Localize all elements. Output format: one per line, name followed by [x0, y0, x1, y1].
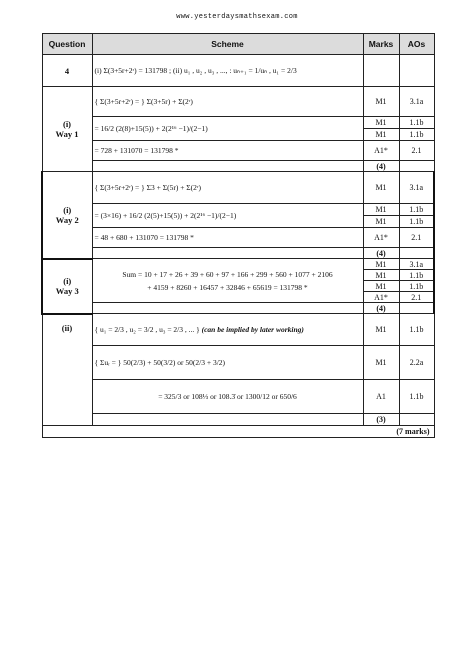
way1-ao-1: 3.1a — [399, 87, 434, 117]
way3-ao-2: 1.1b — [399, 270, 434, 281]
way3-mark-3: M1 — [363, 281, 399, 292]
way1-subtotal: (4) — [363, 161, 399, 172]
way3-mark-1: M1 — [363, 259, 399, 270]
way1-scheme-2: = 16/2 (2(8)+15(5)) + 2(2¹⁶ −1)/(2−1) — [92, 117, 363, 141]
way1-row-2 — [42, 117, 434, 129]
way2-row-1 — [42, 172, 434, 204]
way2-subtotal: (4) — [363, 248, 399, 259]
col-scheme: Scheme — [92, 34, 363, 55]
way1-scheme-4: = 728 + 131070 = 131798 * — [92, 141, 363, 161]
partii-row-2 — [42, 346, 434, 380]
way2-mark-3: M1 — [363, 216, 399, 228]
way2-row-5 — [42, 248, 434, 259]
q4-scheme: (i) Σ(3+5r+2ʳ) = 131798 ; (ii) u₁ , u₂ , u₃ , ..., : uₙ₊₁ = 1/uₙ , u₁ = 2/3 — [92, 55, 363, 87]
q4-label: 4 — [42, 55, 92, 87]
way3-scheme-line-2: + 4159 + 8260 + 16457 + 32846 + 65619 = 131798 * — [147, 282, 308, 292]
partii-mark-3: A1 — [363, 380, 399, 414]
way1-row-1 — [42, 87, 434, 117]
way3-mark-2: M1 — [363, 270, 399, 281]
way1-row-4 — [42, 141, 434, 161]
way1-row-5 — [42, 161, 434, 172]
way2-mark-2: M1 — [363, 204, 399, 216]
q4-row — [42, 55, 434, 87]
way1-ao-4: 2.1 — [399, 141, 434, 161]
partii-scheme-1-note: (can be implied by later working) — [201, 325, 304, 334]
way2-scheme-4: = 48 + 680 + 131070 = 131798 * — [92, 228, 363, 248]
way1-ao-3: 1.1b — [399, 129, 434, 141]
way2-ao-2: 1.1b — [399, 204, 434, 216]
way1-label: (i) Way 1 — [42, 87, 92, 172]
way3-label: (i) Way 3 — [42, 259, 92, 314]
partii-mark-2: M1 — [363, 346, 399, 380]
way3-row-5 — [42, 303, 434, 314]
way1-mark-4: A1* — [363, 141, 399, 161]
way3-scheme — [92, 259, 363, 303]
way3-ao-1: 3.1a — [399, 259, 434, 270]
partii-scheme-3: = 325/3 or 108⅓ or 108.3̇ or 1300/12 or 650/6 — [92, 380, 363, 414]
partii-ao-2: 2.2a — [399, 346, 434, 380]
way2-row-2 — [42, 204, 434, 216]
partii-scheme-1 — [92, 314, 363, 346]
table-header-row — [42, 34, 434, 55]
way2-scheme-2: = (3×16) + 16/2 (2(5)+15(5)) + 2(2¹⁶ −1)/(2−1) — [92, 204, 363, 228]
partii-mark-1: M1 — [363, 314, 399, 346]
way3-mark-4: A1* — [363, 292, 399, 303]
way2-label: (i) Way 2 — [42, 172, 92, 259]
way1-mark-2: M1 — [363, 117, 399, 129]
way2-mark-4: A1* — [363, 228, 399, 248]
partii-row-3 — [42, 380, 434, 414]
way1-mark-3: M1 — [363, 129, 399, 141]
way2-row-4 — [42, 228, 434, 248]
col-marks: Marks — [363, 34, 399, 55]
mark-scheme-table — [41, 33, 435, 438]
partii-row-1 — [42, 314, 434, 346]
way2-ao-4: 2.1 — [399, 228, 434, 248]
total-marks: (7 marks) — [42, 426, 434, 438]
col-question: Question — [42, 34, 92, 55]
header-url: www.yesterdaysmathsexam.com — [176, 13, 298, 21]
partii-ao-1: 1.1b — [399, 314, 434, 346]
way2-ao-1: 3.1a — [399, 172, 434, 204]
partii-scheme-2: { Σuᵣ = } 50(2/3) + 50(3/2) or 50(2/3 + 3/2) — [92, 346, 363, 380]
way3-subtotal: (4) — [363, 303, 399, 314]
way3-ao-4: 2.1 — [399, 292, 434, 303]
way1-ao-2: 1.1b — [399, 117, 434, 129]
partii-label: (ii) — [42, 314, 92, 426]
partii-scheme-1-math: { u₁ = 2/3 , u₂ = 3/2 , u₃ = 2/3 , ... } — [94, 325, 200, 334]
col-aos: AOs — [399, 34, 434, 55]
partii-ao-3: 1.1b — [399, 380, 434, 414]
way3-ao-3: 1.1b — [399, 281, 434, 292]
way2-ao-3: 1.1b — [399, 216, 434, 228]
way1-scheme-1: { Σ(3+5r+2ʳ) = } Σ(3+5r) + Σ(2ʳ) — [92, 87, 363, 117]
way1-mark-1: M1 — [363, 87, 399, 117]
partii-subtotal: (3) — [363, 414, 399, 426]
partii-row-4 — [42, 414, 434, 426]
way2-scheme-1: { Σ(3+5r+2ʳ) = } Σ3 + Σ(5r) + Σ(2ʳ) — [92, 172, 363, 204]
way3-row-1 — [42, 259, 434, 270]
way2-mark-1: M1 — [363, 172, 399, 204]
way3-scheme-line-1: Sum = 10 + 17 + 26 + 39 + 60 + 97 + 166 + 299 + 560 + 1077 + 2106 — [122, 269, 333, 279]
total-row — [42, 426, 434, 438]
